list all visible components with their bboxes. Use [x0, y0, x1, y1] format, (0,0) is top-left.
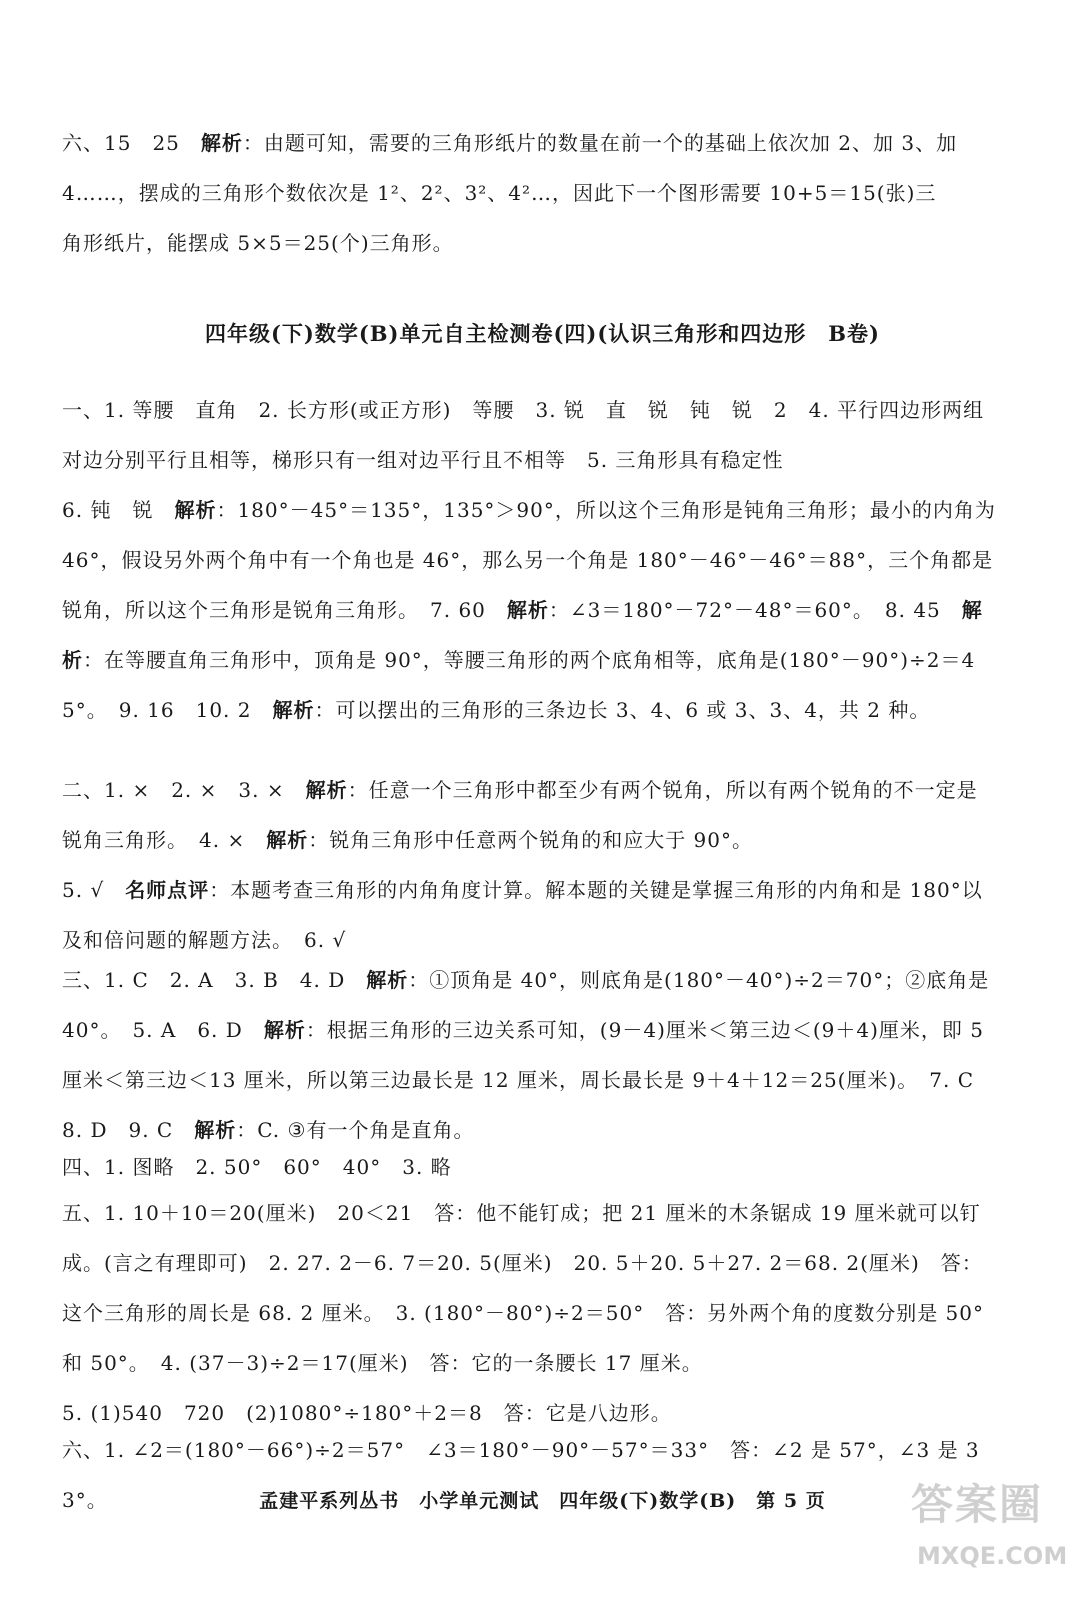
watermark-glyphs: 答案圈 — [911, 1480, 1044, 1529]
analysis-label: 解析 — [62, 598, 983, 672]
prev-section-6-line2: 4……，摆成的三角形个数依次是 1²、2²、3²、4²…，因此下一个图形需要 10+5＝15(张)三 — [62, 181, 937, 205]
prev-section-6-line3: 角形纸片，能摆成 5×5＝25(个)三角形。 — [62, 231, 454, 255]
analysis-label: 解析 — [266, 828, 309, 852]
analysis-label: 解析 — [305, 778, 348, 802]
analysis-label: 解析 — [272, 698, 315, 722]
section-1-para1: 一、1. 等腰 直角 2. 长方形(或正方形) 等腰 3. 锐 直 锐 钝 锐 2 4. 平行四边形两组对边分别平行且相等，梯形只有一组对边平行且不相等 5. 三角形具有稳定性 — [62, 398, 985, 472]
analysis-label: 解析 — [194, 1118, 237, 1142]
analysis-label: 解析 — [263, 1018, 306, 1042]
section-5-para2: 5. (1)540 720 (2)1080°÷180°＋2＝8 答：它是八边形。 — [62, 1401, 672, 1425]
section-2-para1: 二、1. × 2. × 3. × 解析：任意一个三角形中都至少有两个锐角，所以有两个锐角的不一定是锐角三角形。 4. × 解析：锐角三角形中任意两个锐角的和应大于 90°。 — [62, 778, 978, 852]
section-3 — [62, 955, 997, 1155]
page-footer: 孟建平系列丛书 小学单元测试 四年级(下)数学(B) 第 5 页 — [259, 1490, 826, 1512]
section-1 — [62, 385, 997, 735]
section-4 — [62, 1142, 997, 1192]
section-2-para2: 5. √ 名师点评：本题考查三角形的内角角度计算。解本题的关键是掌握三角形的内角和是 180°以及和倍问题的解题方法。 6. √ — [62, 878, 983, 952]
section-5-para1: 五、1. 10＋10＝20(厘米) 20＜21 答：他不能钉成；把 21 厘米的木条锯成 19 厘米就可以钉成。(言之有理即可) 2. 27. 2－6. 7＝20. 5(厘米) 20. 5＋20. 5＋27. 2＝68. 2(厘米) 答：这个三角形的周长是 68. 2 厘米。 3. (180°－80°)÷2＝50° 答：另外两个角的度数分别是 50°和 50°。 4. (37－3)÷2＝17(厘米) 答：它的一条腰长 17 厘米。 — [62, 1201, 985, 1375]
analysis-label: 解析 — [366, 968, 409, 992]
prev-section-6 — [62, 118, 997, 268]
section-3-para1: 三、1. C 2. A 3. B 4. D 解析：①顶角是 40°，则底角是(180°－40°)÷2＝70°；②底角是 40°。 5. A 6. D 解析：根据三角形的三边关系可知，(9－4)厘米＜第三边＜(9＋4)厘米，即 5 厘米＜第三边＜13 厘米，所以第三边最长是 12 厘米，周长最长是 9＋4＋12＝25(厘米)。 7. C 8. D 9. C 解析：C. ③有一个角是直角。 — [62, 968, 996, 1142]
watermark-url: MXQE.COM — [917, 1542, 1068, 1570]
section-4-para1: 四、1. 图略 2. 50° 60° 40° 3. 略 — [62, 1155, 452, 1179]
teacher-comment-label: 名师点评 — [125, 878, 210, 902]
analysis-label: 解析 — [174, 498, 217, 522]
test-title: 四年级(下)数学(B)单元自主检测卷(四)(认识三角形和四边形 B卷) — [205, 321, 880, 346]
prev-section-6-line1: 六、15 25 解析：由题可知，需要的三角形纸片的数量在前一个的基础上依次加 2、加 3、加 — [62, 131, 958, 155]
section-5 — [62, 1188, 997, 1438]
section-2 — [62, 765, 997, 965]
section-6-para1: 六、1. ∠2＝(180°－66°)÷2＝57° ∠3＝180°－90°－57°＝33° 答：∠2 是 57°，∠3 是 33°。 — [62, 1438, 980, 1512]
section-1-para2: 6. 钝 锐 解析：180°－45°＝135°，135°＞90°，所以这个三角形是钝角三角形；最小的内角为 46°，假设另外两个角中有一个角也是 46°，那么另一个角是 180°－46°－46°＝88°，三个角都是锐角，所以这个三角形是锐角三角形。 7. 60 解析：∠3＝180°－72°－48°＝60°。 8. 45 解析：在等腰直角三角形中，顶角是 90°，等腰三角形的两个底角相等，底角是(180°－90°)÷2＝45°。 9. 16 10. 2 解析：可以摆出的三角形的三条边长 3、4、6 或 3、3、4，共 2 种。 — [62, 498, 996, 722]
analysis-label: 解析 — [200, 131, 243, 155]
analysis-label: 解析 — [506, 598, 549, 622]
watermark-logo — [911, 1472, 1071, 1592]
